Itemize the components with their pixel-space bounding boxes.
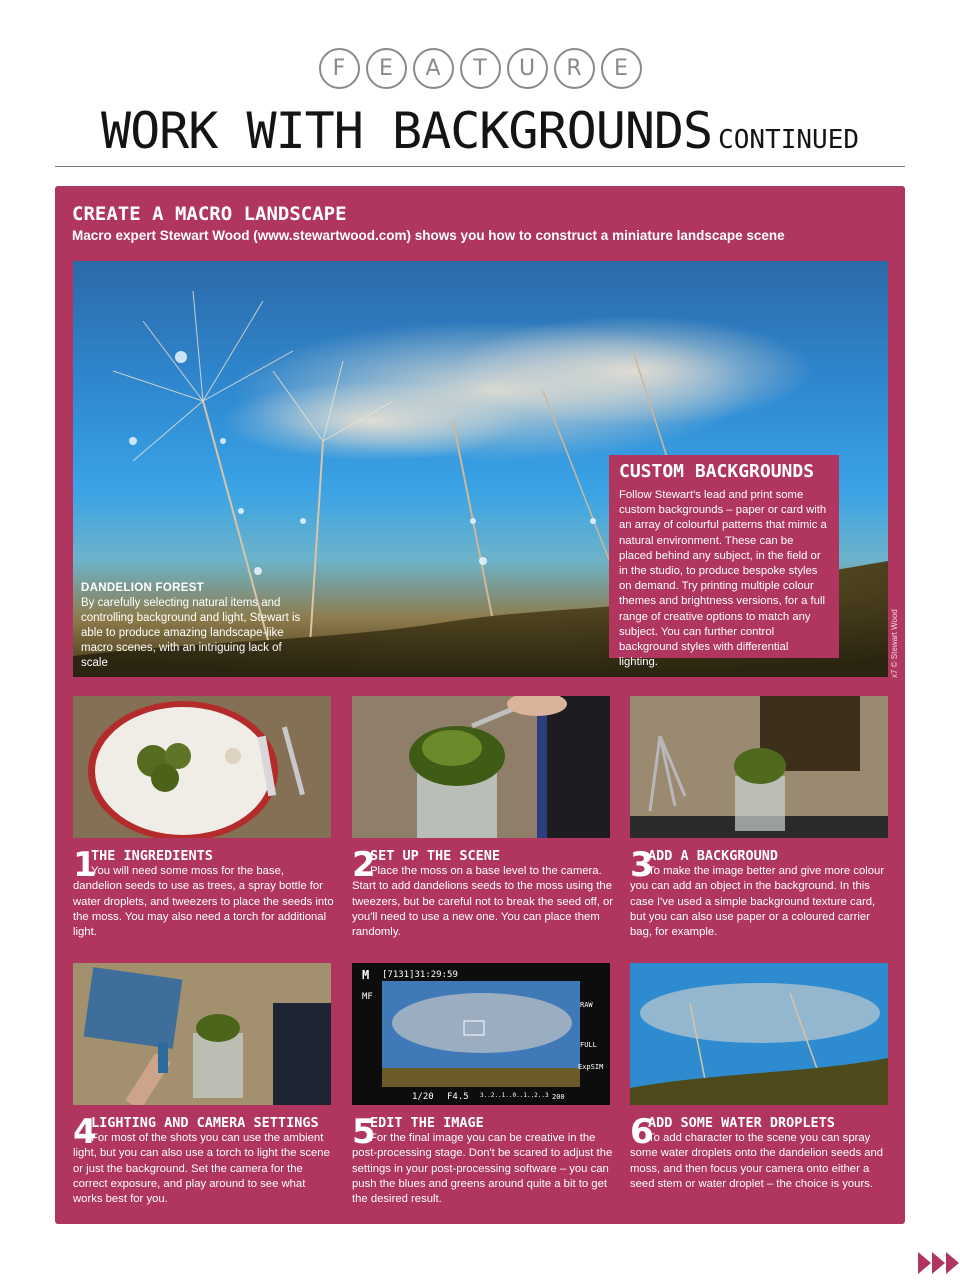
step-body: Place the moss on a base level to the camera. Start to add dandelions seeds to the moss using the tweezers, but be careful not to break the seed off, or you'll need to use a new one. You can place them randomly. bbox=[352, 865, 614, 939]
step-title: THE INGREDIENTS bbox=[91, 848, 213, 864]
step-body: To add character to the scene you can spray some water droplets onto the dandelion seeds and moss, and then focus your camera onto either a seed stem or water droplet – the choice is yours. bbox=[630, 1132, 884, 1190]
kicker-letter: R bbox=[554, 48, 595, 89]
step-6 bbox=[630, 1112, 892, 1192]
step-title: ADD SOME WATER DROPLETS bbox=[648, 1115, 835, 1131]
headline-continued: CONTINUED bbox=[718, 125, 860, 155]
step-title: SET UP THE SCENE bbox=[370, 848, 501, 864]
photo-credit: x7 © Stewart Wood bbox=[890, 609, 899, 678]
section-title: CREATE A MACRO LANDSCAPE bbox=[72, 203, 347, 225]
step-number: 4 bbox=[73, 1112, 97, 1152]
step-4-photo bbox=[73, 963, 331, 1105]
lcd-iso: 200 bbox=[552, 1093, 565, 1101]
step-number: 3 bbox=[630, 845, 654, 885]
caption-title: DANDELION FOREST bbox=[81, 582, 204, 594]
kicker-letter: F bbox=[319, 48, 360, 89]
kicker-letter: E bbox=[366, 48, 407, 89]
step-body: For most of the shots you can use the ambient light, but you can also use a torch to light the scene or just the background. Set the camera for the correct exposure, and play around to see what works best for you. bbox=[73, 1132, 330, 1206]
boxout-body: Follow Stewart's lead and print some custom backgrounds – paper or card with an array of colourful patterns that mimic a natural environment. These can be placed behind any subject, in the field or in the studio, to produce bespoke styles on demand. Try printing multiple colour themes and brightness versions, for a full range of creative options to match any subject. You can further control background styles with differential lighting. bbox=[619, 489, 827, 669]
lcd-aperture: F4.5 bbox=[447, 1092, 469, 1102]
lcd-shutter: 1/20 bbox=[412, 1092, 434, 1102]
step-2 bbox=[352, 845, 614, 940]
kicker-letter: T bbox=[460, 48, 501, 89]
boxout-title: CUSTOM BACKGROUNDS bbox=[619, 461, 815, 482]
step-title: ADD A BACKGROUND bbox=[648, 848, 779, 864]
step-body: You will need some moss for the base, dandelion seeds to use as trees, a spray bottle for water droplets, and tweezers to place the seeds into the moss. You may also need a torch for additional light. bbox=[73, 865, 334, 939]
step-3 bbox=[630, 845, 892, 940]
lcd-mode: M bbox=[362, 968, 370, 982]
lcd-expsim: ExpSIM bbox=[578, 1063, 604, 1071]
arrow-icon bbox=[918, 1252, 931, 1274]
kicker-letter: U bbox=[507, 48, 548, 89]
step-1-photo bbox=[73, 696, 331, 838]
lcd-exposure-scale: 3..2..1..0..1..2..3 bbox=[480, 1092, 549, 1099]
step-4 bbox=[73, 1112, 335, 1207]
step-number: 1 bbox=[73, 845, 97, 885]
step-number: 2 bbox=[352, 845, 376, 885]
kicker-letter: A bbox=[413, 48, 454, 89]
kicker-letter: E bbox=[601, 48, 642, 89]
step-1 bbox=[73, 845, 335, 940]
next-page-arrows-icon[interactable] bbox=[918, 1252, 960, 1274]
step-body: To make the image better and give more colour you can add an object in the background. In this case I've used a simple background texture card, but you can also use paper or a coloured carrier bag, for example. bbox=[630, 865, 885, 939]
lcd-mf: MF bbox=[362, 992, 373, 1002]
feature-kicker bbox=[0, 48, 960, 89]
custom-backgrounds-boxout bbox=[609, 455, 839, 669]
caption-body: By carefully selecting natural items and controlling background and light, Stewart is able to produce amazing landscape-like macro scenes, with an intriguing lack of scale bbox=[81, 597, 301, 669]
step-number: 5 bbox=[352, 1112, 376, 1152]
arrow-icon bbox=[932, 1252, 945, 1274]
step-title: EDIT THE IMAGE bbox=[370, 1115, 484, 1131]
section-subtitle: Macro expert Stewart Wood (www.stewartwood.com) shows you how to construct a miniature landscape scene bbox=[72, 228, 785, 243]
header-divider bbox=[55, 166, 905, 167]
step-5-photo bbox=[352, 963, 610, 1105]
headline-main: WORK WITH BACKGROUNDS bbox=[100, 102, 713, 160]
lcd-counter: [7131]31:29:59 bbox=[382, 970, 458, 980]
lcd-full: FULL bbox=[580, 1041, 597, 1049]
step-number: 6 bbox=[630, 1112, 654, 1152]
step-title: LIGHTING AND CAMERA SETTINGS bbox=[91, 1115, 319, 1131]
arrow-icon bbox=[946, 1252, 959, 1274]
step-2-photo bbox=[352, 696, 610, 838]
step-3-photo bbox=[630, 696, 888, 838]
page-title bbox=[0, 102, 960, 160]
step-5 bbox=[352, 1112, 614, 1207]
lcd-raw: RAW bbox=[580, 1001, 593, 1009]
hero-caption bbox=[81, 581, 301, 671]
step-6-photo bbox=[630, 963, 888, 1105]
step-body: For the final image you can be creative in the post-processing stage. Don't be scared to adjust the settings in your post-processing software – you can push the blues and greens around quite a bit to get the desired result. bbox=[352, 1132, 613, 1206]
